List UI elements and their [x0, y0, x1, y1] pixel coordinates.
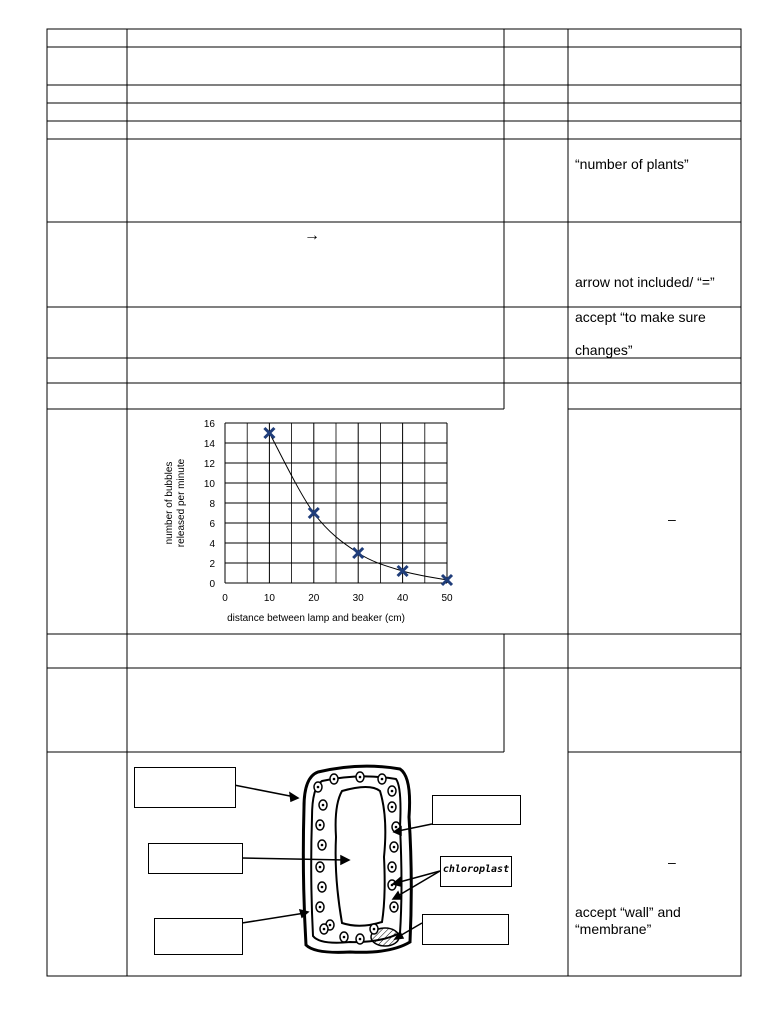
label-chloroplast-text: chloroplast — [442, 864, 510, 875]
chloroplast-centre — [319, 906, 322, 909]
label-box-vacuole[interactable] — [148, 843, 243, 874]
y-tick-label: 16 — [203, 419, 215, 430]
chloroplast-centre — [329, 924, 332, 927]
label-box-membrane[interactable] — [154, 918, 243, 955]
x-tick-label: 30 — [352, 593, 364, 604]
chloroplast-centre — [391, 790, 394, 793]
chart-grid — [225, 423, 447, 583]
note-dash-diagram: – — [668, 854, 676, 870]
chloroplast-centre — [391, 866, 394, 869]
chloroplast-centre — [321, 886, 324, 889]
x-tick-label: 40 — [397, 593, 409, 604]
y-tick-label: 10 — [203, 479, 215, 490]
note-accept-line2: changes” — [575, 342, 633, 358]
chloroplast-centre — [317, 786, 320, 789]
chloroplast-centre — [319, 824, 322, 827]
arrow-head-chloroplast-b — [393, 892, 401, 899]
note-dash-graph: – — [668, 511, 676, 527]
x-tick-label: 50 — [441, 593, 453, 604]
chloroplast-centre — [321, 844, 324, 847]
chloroplast-centre — [381, 778, 384, 781]
chloroplast-centre — [391, 806, 394, 809]
equation-arrow: → — [304, 227, 320, 244]
y-tick-label: 0 — [209, 579, 215, 590]
note-accept-line1: accept “to make sure — [575, 309, 706, 325]
y-tick-label: 12 — [203, 459, 215, 470]
y-tick-label: 8 — [209, 499, 215, 510]
y-tick-label: 14 — [203, 439, 215, 450]
chloroplast-centre — [319, 866, 322, 869]
y-tick-label: 6 — [209, 519, 215, 530]
note-accept-wall: accept “wall” and — [575, 904, 681, 920]
x-tick-label: 10 — [263, 593, 275, 604]
note-accept-membrane: “membrane” — [575, 921, 652, 937]
note-number-of-plants: “number of plants” — [575, 156, 689, 172]
x-tick-label: 20 — [308, 593, 320, 604]
chloroplast-centre — [333, 778, 336, 781]
label-box-cytoplasm[interactable] — [432, 795, 521, 825]
arrow-head-chloroplast-a — [393, 878, 401, 886]
label-box-cell-wall[interactable] — [134, 767, 236, 808]
y-tick-label: 2 — [209, 559, 215, 570]
chloroplast-centre — [343, 936, 346, 939]
y-axis-label-line2: released per minute — [176, 458, 187, 548]
x-tick-label: 0 — [222, 593, 228, 604]
chloroplast-centre — [393, 846, 396, 849]
x-tick-labels — [222, 593, 453, 604]
chloroplast-centre — [359, 938, 362, 941]
y-tick-label: 4 — [209, 539, 215, 550]
label-box-chloroplast — [440, 856, 512, 887]
arrow-head-membrane — [300, 910, 308, 917]
arrow-head-wall — [290, 793, 298, 801]
note-arrow-not-included: arrow not included/ “=” — [575, 274, 715, 290]
chloroplast-centre — [323, 928, 326, 931]
y-tick-labels — [204, 419, 216, 590]
chloroplast-centre — [359, 776, 362, 779]
chloroplast-centre — [393, 906, 396, 909]
label-box-nucleus[interactable] — [422, 914, 509, 945]
y-axis-label-line1: number of bubbles — [164, 461, 175, 545]
bubbles-vs-distance-chart — [160, 413, 460, 628]
chloroplast-centre — [373, 928, 376, 931]
x-axis-label: distance between lamp and beaker (cm) — [227, 613, 405, 624]
chloroplast-centre — [322, 804, 325, 807]
chloroplast-centre — [395, 826, 398, 829]
